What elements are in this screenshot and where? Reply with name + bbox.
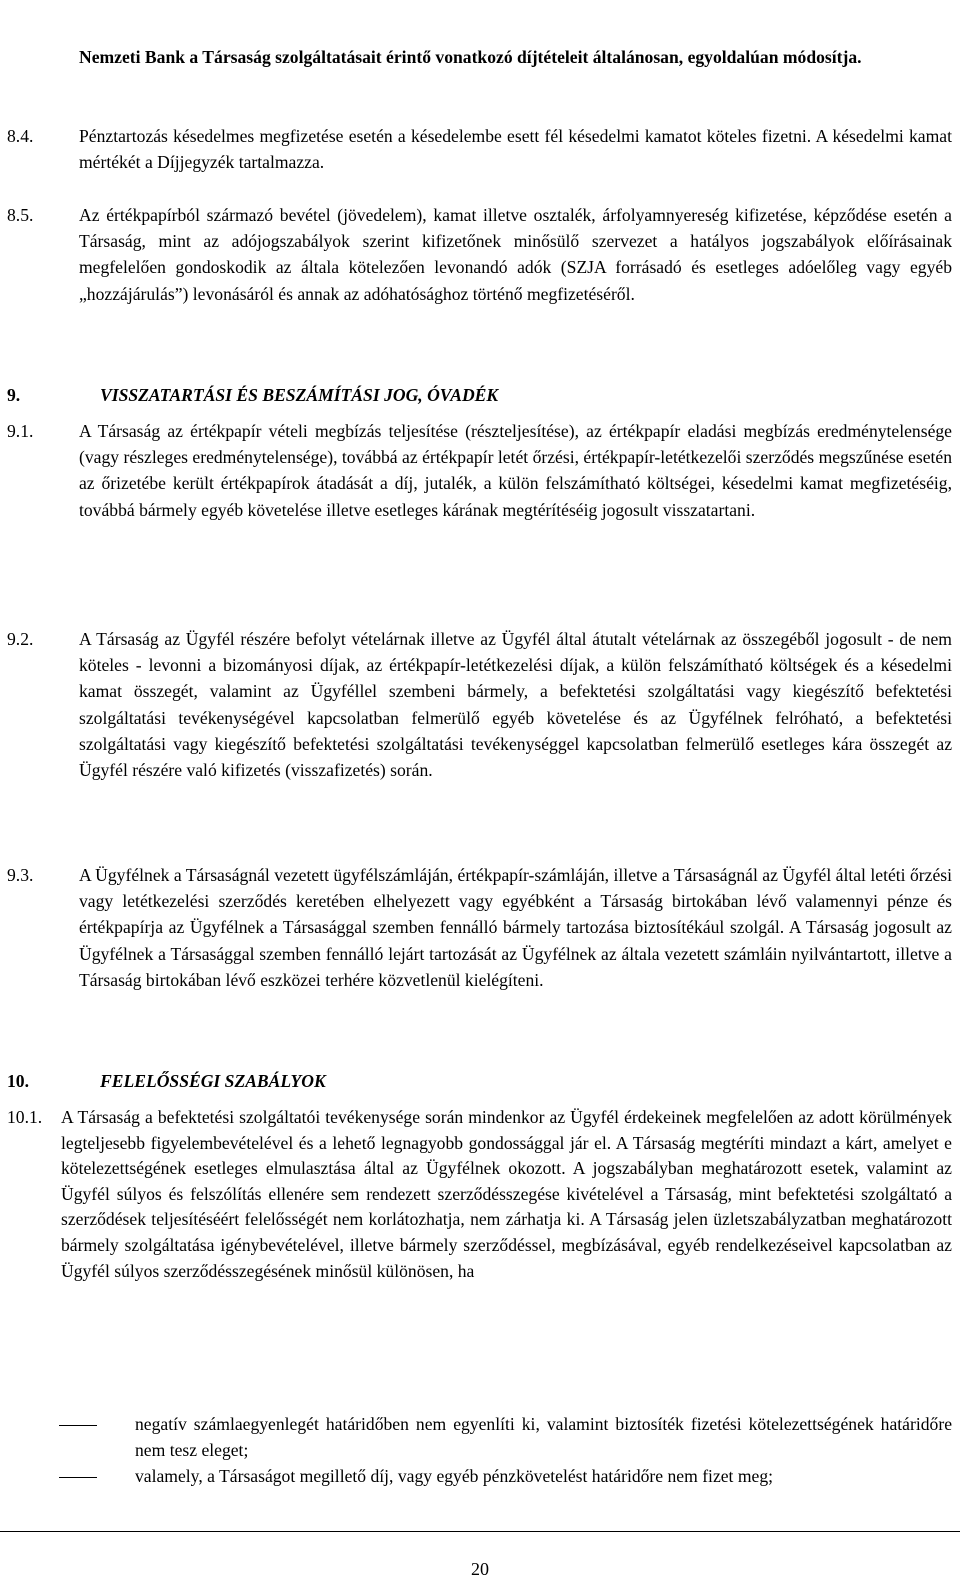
section-text: A Társaság a befektetési szolgáltatói tevékenysége során mindenkor az Ügyfél érdekeinek megfelelően az adott körülmények legteljesebb figyelembevételével és a lehető legnagyobb gondossággal jár el. A Társaság megtéríti mindazt a kárt, amelyet e kötelezettségének esetleges elmulasztása által az Ügyfélnek okozott. A jogszabályban meghatározott esetek, valamint az Ügyfél súlyos és felszólítás ellenére sem rendezett szerződésszegése kivételével a Társaság, mint befektetési szolgáltató a szerződések teljesítéséért felelősségét nem korlátozhatja, nem zárhatja ki. A Társaság jelen üzletszabályzatban meghatározott bármely szolgáltatása igénybevételével, illetve bármely szerződéssel, megbízásával, egyéb rendelkezéseivel kapcsolatban az Ügyfél súlyos szerződésszegésének minősül különösen, ha xyxy=(61,1107,952,1281)
section-number: 8.4. xyxy=(7,126,34,146)
section-9-3 xyxy=(7,862,952,993)
section-number: 9.1. xyxy=(7,421,34,441)
section-number: 9.3. xyxy=(7,865,34,885)
section-8-4 xyxy=(7,123,952,175)
list-item xyxy=(135,1464,952,1490)
heading-title: FELELŐSSÉGI SZABÁLYOK xyxy=(100,1071,326,1091)
section-text: Az értékpapírból származó bevétel (jövedelem), kamat illetve osztalék, árfolyamnyereség kifizetése, képződése esetén a Társaság, mint az adójogszabályok szerint kifizetőnek minősülő szervezet a hatályos jogszabályok előírásainak megfelelően gondoskodik az általa kötelezően levonandó adók (SZJA forrásadó és esetleges adóelőleg vagy egyéb „hozzájárulás”) levonásáról és annak az adóhatósághoz történő megfizetéséről. xyxy=(79,205,952,304)
dash-bullet-icon xyxy=(59,1477,97,1478)
section-number: 10.1. xyxy=(7,1107,43,1127)
bullet-list xyxy=(7,1412,952,1489)
section-number: 9.2. xyxy=(7,629,34,649)
section-text: Pénztartozás késedelmes megfizetése esetén a késedelembe esett fél késedelmi kamatot köteles fizetni. A késedelmi kamat mértékét a Díjjegyzék tartalmazza. xyxy=(79,126,952,173)
section-10-1 xyxy=(7,1105,952,1284)
intro-paragraph: Nemzeti Bank a Társaság szolgáltatásait érintő vonatkozó díjtételeit általánosan, egyoldalúan módosítja. xyxy=(79,47,862,67)
section-8-5 xyxy=(7,202,952,307)
section-text: A Társaság az Ügyfél részére befolyt vételárnak illetve az Ügyfél által átutalt vételárnak az összegéből jogosult - de nem köteles - levonni a bizományosi díjak, az értékpapír-letétkezelési díjak, a külön felszámítható költségek és a késedelmi kamat összegét, valamint az Ügyféllel szembeni bármely, a befektetési szolgáltatási vagy kiegészítő befektetési szolgáltatási tevékenységével kapcsolatban felmerülő egyéb követelése és az Ügyfélnek felróható, a befektetési szolgáltatási vagy kiegészítő befektetési szolgáltatási tevékenységgel kapcsolatban felmerülő esetleges kára összegét az Ügyfél részére való kifizetés (visszafizetés) során. xyxy=(79,629,952,781)
section-text: A Ügyfélnek a Társaságnál vezetett ügyfélszámláján, értékpapír-számláján, illetve a Társaságnál az Ügyfél által letéti őrzési vagy letétkezelési szerződés keretében elhelyezett vagy egyébként a Társaság birtokában lévő valamennyi pénze és értékpapírja az Ügyfélnek a Társasággal szemben fennálló bármely tartozása biztosítékául szolgál. A Társaság jogosult az Ügyfélnek a Társasággal szemben fennálló lejárt tartozását az Ügyfélnek az általa vezetett számláin nyilvántartott, illetve a Társaság birtokában lévő eszközei terhére közvetlenül kielégíteni. xyxy=(79,865,952,990)
heading-number: 9. xyxy=(7,385,21,405)
heading-10 xyxy=(7,1068,952,1094)
page-number: 20 xyxy=(471,1559,489,1579)
section-9-1 xyxy=(7,418,952,523)
footer-divider xyxy=(0,1531,960,1532)
section-text: A Társaság az értékpapír vételi megbízás teljesítése (részteljesítése), az értékpapír eladási megbízás eredménytelensége (vagy részleges eredménytelensége), továbbá az értékpapír letét őrzési, értékpapír-letétkezelői szerződés megszűnése esetén az őrizetébe került értékpapírok átadását a díj, jutalék, a külön felszámítható költségei, késedelmi kamat megfizetéséig, továbbá bármely egyéb követelése illetve esetleges kárának megtérítéséig jogosult visszatartani. xyxy=(79,421,952,520)
heading-number: 10. xyxy=(7,1071,29,1091)
heading-9 xyxy=(7,382,952,408)
list-item xyxy=(135,1412,952,1464)
heading-title: VISSZATARTÁSI ÉS BESZÁMÍTÁSI JOG, ÓVADÉK xyxy=(100,385,499,405)
list-item-text: valamely, a Társaságot megillető díj, vagy egyéb pénzkövetelést határidőre nem fizet meg; xyxy=(135,1465,774,1486)
intro-block xyxy=(7,44,952,70)
section-9-2 xyxy=(7,626,952,783)
dash-bullet-icon xyxy=(59,1425,97,1426)
section-number: 8.5. xyxy=(7,205,34,225)
list-item-text: negatív számlaegyenlegét határidőben nem egyenlíti ki, valamint biztosíték fizetési kötelezettségének határidőre nem tesz eleget; xyxy=(135,1414,952,1460)
